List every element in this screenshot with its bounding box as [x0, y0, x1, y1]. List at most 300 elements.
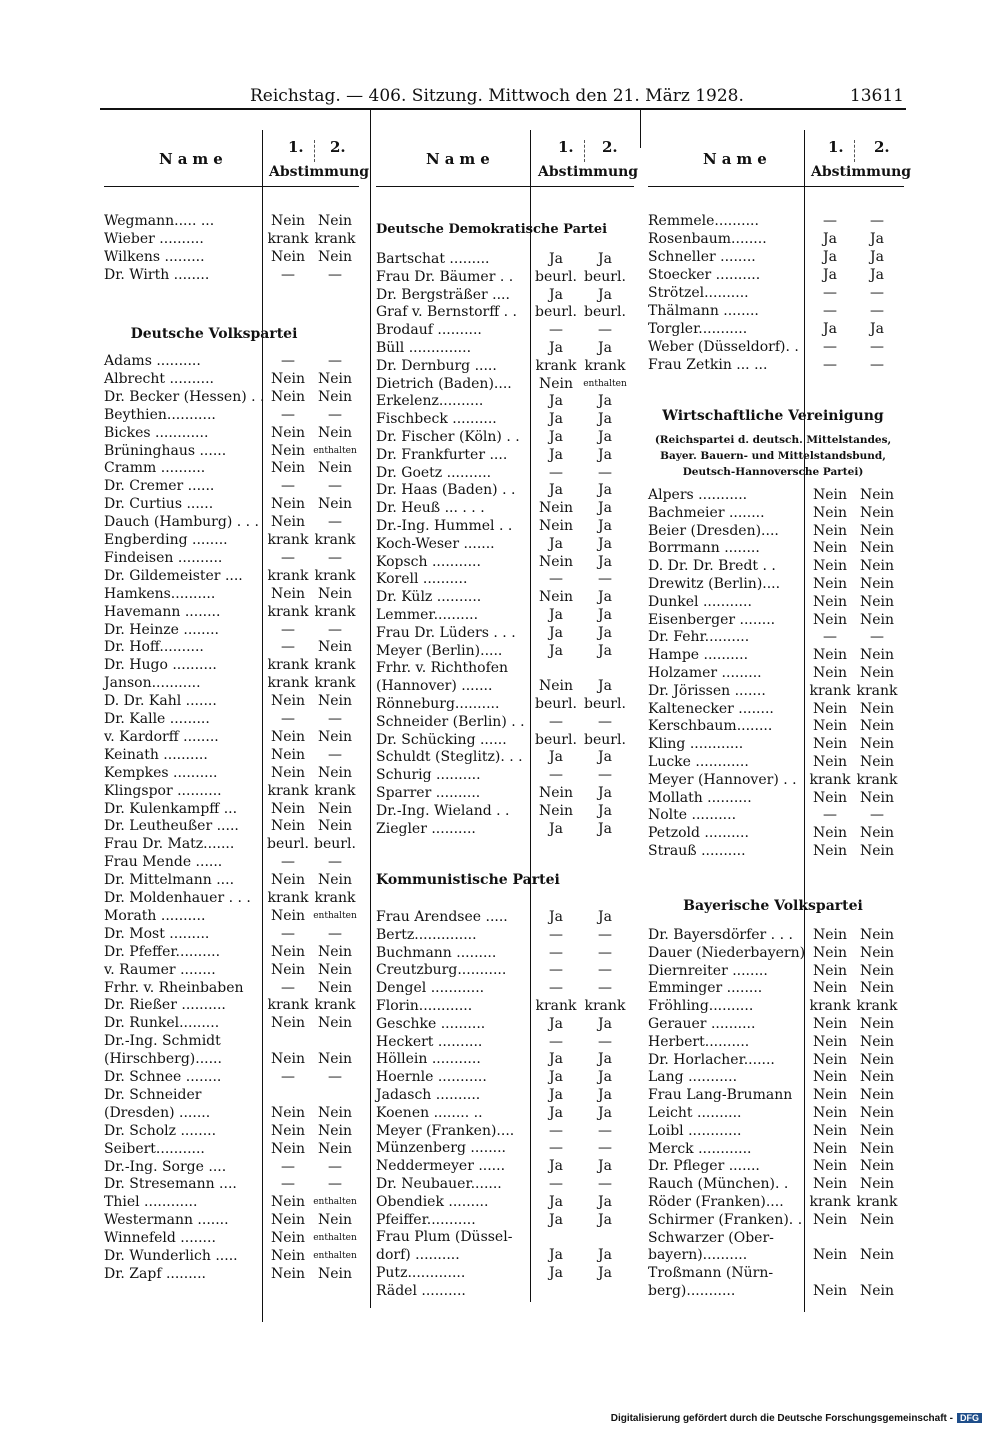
vote-1-value: — [823, 339, 837, 355]
vote-1-value: krank [809, 682, 851, 699]
vote-2-value: Nein [859, 593, 895, 610]
table-row [648, 1193, 904, 1211]
vote-2-value: — [598, 1176, 612, 1192]
vote-1-value: Nein [812, 789, 848, 806]
table-row [376, 1050, 634, 1068]
member-name: Alpers ........... [648, 487, 748, 503]
table-row [104, 1158, 359, 1176]
vote-1-value: Nein [812, 927, 848, 943]
vote-1-value: krank [267, 782, 309, 799]
vote-2-value: beurl. [584, 696, 626, 712]
vote-2-value: Nein [859, 700, 895, 717]
member-name: Wilkens ......... [104, 249, 205, 265]
table-row [104, 370, 359, 388]
vote-1-value: beurl. [535, 696, 577, 712]
vote-2-value: Nein [859, 1069, 895, 1086]
table-row [376, 1175, 634, 1193]
table-row [104, 656, 359, 674]
vote-2-value: Ja [598, 446, 612, 463]
member-name: Dr. Hoff.......... [104, 639, 204, 656]
vote-2-value: Nein [859, 1211, 895, 1228]
member-name: Creutzburg........... [376, 962, 507, 979]
member-name: Diernreiter ........ [648, 962, 768, 979]
vote-1-value: — [549, 962, 563, 979]
vote-2-value: — [870, 303, 884, 319]
vote-1-value: — [281, 979, 295, 996]
member-name: Dr. Scholz ........ [104, 1122, 217, 1139]
member-name: Dr.-Ing. Sorge .... [104, 1158, 227, 1175]
member-name: Dr. Leutheußer ..... [104, 818, 239, 835]
vote-1-value: Nein [270, 1194, 306, 1211]
vote-1-value: Nein [812, 980, 848, 997]
table-row [104, 567, 359, 585]
member-name: Meyer (Hannover) . . [648, 771, 797, 788]
member-name: Dengel ............ [376, 980, 485, 997]
table-row [648, 504, 904, 522]
vote-2-value: Nein [859, 1033, 895, 1050]
table-row [376, 624, 634, 642]
table-row [648, 717, 904, 735]
table-row [104, 1140, 359, 1158]
member-name: Kempkes .......... [104, 764, 218, 781]
table-row [648, 1157, 904, 1175]
vote-2-value: Ja [598, 518, 612, 534]
table-row [648, 1229, 904, 1247]
member-name: Heckert .......... [376, 1033, 483, 1050]
vote-2-value: Nein [859, 944, 895, 961]
table-row [376, 1033, 634, 1051]
table-row [648, 700, 904, 718]
vote-1-value: Nein [270, 370, 306, 387]
member-name: Rosenbaum........ [648, 231, 767, 247]
vote-2-value: enthalten [313, 1251, 357, 1261]
member-name: Schneller ........ [648, 249, 756, 265]
vote-2-value: Nein [859, 1105, 895, 1121]
vote-1-value: — [281, 639, 295, 656]
table-row [648, 593, 904, 611]
member-name: Frhr. v. Rheinbaben [104, 979, 244, 996]
table-row [376, 1246, 634, 1264]
member-name: Fröhling.......... [648, 998, 754, 1015]
vote-2-value: — [328, 514, 342, 531]
table-row [648, 926, 904, 944]
member-name: Dr. Becker (Hessen) . . [104, 388, 265, 405]
vote-1-value: Ja [549, 1015, 563, 1032]
vote-2-value: Nein [317, 693, 353, 710]
vote-1-value: Nein [270, 764, 306, 781]
member-name: Frau Dr. Matz....... [104, 836, 235, 853]
vote-2-header: 2. [602, 138, 618, 156]
header-divider [314, 140, 315, 162]
vote-1-value: Ja [549, 1247, 563, 1264]
vote-2-value: — [328, 549, 342, 566]
vote-2-value: Ja [598, 393, 612, 410]
vote-1-value: — [281, 1158, 295, 1175]
vote-2-value: krank [314, 675, 356, 692]
member-name: Florin............ [376, 998, 473, 1014]
table-row [376, 1228, 634, 1246]
vote-1-value: Nein [270, 514, 306, 531]
vote-1-value: Ja [823, 249, 837, 265]
vote-2-value: krank [314, 997, 356, 1014]
member-name: Klingspor .......... [104, 782, 222, 799]
vote-2-value: Ja [598, 1265, 612, 1281]
vote-2-value: Ja [598, 553, 612, 570]
member-name: Dr. Heuß ... . . . [376, 500, 485, 517]
vote-2-value: krank [314, 603, 356, 620]
member-name: Stoecker .......... [648, 267, 761, 283]
table-row [376, 766, 634, 784]
member-name: Frau Mende ...... [104, 854, 223, 871]
table-row [648, 646, 904, 664]
member-name: Kopsch ........... [376, 553, 481, 570]
table-row [104, 442, 359, 460]
vote-2-value: Nein [859, 1176, 895, 1193]
table-row [104, 603, 359, 621]
vote-1-value: — [281, 478, 295, 495]
member-name: Remmele.......... [648, 213, 759, 229]
vote-2-value: Ja [598, 802, 612, 819]
header-divider [854, 140, 855, 162]
member-name: Janson........... [104, 675, 201, 692]
vote-2-value: — [598, 464, 612, 481]
vote-2-value: Nein [317, 872, 353, 889]
table-row [376, 908, 634, 926]
table-row [648, 557, 904, 575]
vote-2-value: Nein [859, 1016, 895, 1032]
member-name: Frau Lang-Brumann [648, 1087, 793, 1104]
vote-2-header: 2. [874, 138, 890, 156]
vote-1-value: — [823, 629, 837, 646]
vote-1-value: Nein [270, 1015, 306, 1032]
vote-1-value: Ja [549, 1211, 563, 1228]
member-name: Schwarzer (Ober- [648, 1229, 774, 1246]
table-row [648, 539, 904, 557]
member-name: Engberding ........ [104, 532, 228, 548]
column-separator [370, 108, 371, 1308]
vote-2-value: — [328, 267, 342, 283]
vote-2-value: Nein [859, 843, 895, 859]
table-row [104, 961, 359, 979]
vote-2-value: — [598, 944, 612, 961]
vote-1-value: Ja [549, 340, 563, 356]
table-row [376, 1104, 634, 1122]
member-name: Dr. Goetz .......... [376, 464, 492, 481]
vote-2-value: — [328, 1069, 342, 1085]
vote-1-value: — [281, 711, 295, 727]
table-row [376, 1139, 634, 1157]
table-row [376, 428, 634, 446]
vote-1-value: — [549, 926, 563, 943]
vote-1-value: Nein [812, 611, 848, 628]
member-name: Dr. Mittelmann .... [104, 872, 235, 889]
vote-2-value: — [598, 322, 612, 339]
vote-2-value: — [328, 353, 342, 369]
vote-1-value: Nein [812, 825, 848, 842]
member-name: Holzamer ......... [648, 665, 762, 681]
vote-2-value: Nein [859, 1122, 895, 1139]
table-row [376, 1193, 634, 1211]
member-name: Findeisen .......... [104, 549, 223, 566]
vote-2-value: Nein [859, 1051, 895, 1068]
vote-2-value: Ja [598, 482, 612, 499]
member-name: Schuldt (Steglitz). . . [376, 749, 523, 766]
member-name: Büll .............. [376, 340, 472, 356]
vote-1-value: Nein [270, 388, 306, 405]
table-row [648, 486, 904, 504]
member-name: Lemmer.......... [376, 607, 479, 623]
member-name: Erkelenz.......... [376, 393, 484, 410]
vote-2-value: krank [314, 231, 356, 247]
member-name: Mollath .......... [648, 789, 752, 806]
vote-1-value: Nein [270, 746, 306, 763]
table-row [376, 1068, 634, 1086]
member-name: Rädel .......... [376, 1282, 466, 1299]
vote-1-value: beurl. [535, 731, 577, 748]
vote-2-value: krank [856, 682, 898, 699]
table-row [376, 499, 634, 517]
vote-1-value: krank [267, 890, 309, 906]
vote-2-value: — [598, 1033, 612, 1050]
vote-1-value: Nein [812, 1140, 848, 1157]
vote-1-value: Ja [549, 607, 563, 623]
vote-1-value: — [281, 353, 295, 369]
vote-1-value: Nein [270, 818, 306, 835]
vote-1-value: beurl. [535, 268, 577, 285]
table-row [104, 925, 359, 943]
table-row [104, 459, 359, 477]
table-row [104, 1086, 359, 1104]
vote-2-value: Nein [859, 504, 895, 521]
vote-2-value: — [328, 406, 342, 423]
table-row [104, 477, 359, 495]
vote-2-value: — [870, 213, 884, 229]
vote-1-value: Ja [823, 231, 837, 247]
table-row [648, 753, 904, 771]
vote-2-value: krank [584, 357, 626, 374]
vote-2-value: — [598, 1122, 612, 1139]
table-row [376, 410, 634, 428]
table-row [376, 820, 634, 838]
member-name: Winnefeld ........ [104, 1230, 216, 1247]
table-row [376, 357, 634, 375]
member-name: Dr. Rießer .......... [104, 997, 226, 1014]
table-row [648, 979, 904, 997]
member-name: Ziegler .......... [376, 820, 476, 837]
vote-2-value: enthalten [313, 1233, 357, 1244]
vote-2-value: Ja [598, 642, 612, 659]
table-row [376, 339, 634, 357]
member-name: dorf) .......... [376, 1247, 460, 1264]
member-name: Dr. Kulenkampff ... [104, 800, 238, 817]
vote-2-value: krank [314, 532, 356, 548]
table-row [104, 710, 359, 728]
table-row [104, 835, 359, 853]
table-row [376, 926, 634, 944]
member-name: Beier (Dresden).... [648, 522, 779, 539]
vote-2-value: Ja [598, 1158, 612, 1175]
vote-1-value: Ja [549, 642, 563, 659]
member-name: Beythien........... [104, 406, 216, 423]
vote-2-value: Nein [317, 370, 353, 387]
vote-2-value: — [598, 962, 612, 979]
table-row [376, 784, 634, 802]
vote-1-value: Ja [549, 251, 563, 267]
vote-1-value: Nein [538, 375, 574, 392]
vote-2-value: Nein [317, 818, 353, 835]
table-header [104, 130, 370, 187]
member-name: D. Dr. Kahl ....... [104, 693, 217, 710]
member-name: (Dresden) ....... [104, 1104, 211, 1121]
vote-1-value: — [281, 854, 295, 871]
vote-2-value: krank [584, 998, 626, 1014]
member-name: Dr. Kalle ......... [104, 711, 210, 727]
table-row [104, 1229, 359, 1247]
member-name: Thälmann ........ [648, 303, 759, 319]
member-name: Nolte .......... [648, 807, 737, 824]
table-row [376, 944, 634, 962]
table-row [376, 802, 634, 820]
member-name: Dr. Heinze ........ [104, 621, 219, 638]
vote-2-value: — [328, 711, 342, 727]
table-row [376, 748, 634, 766]
table-row [648, 1015, 904, 1033]
table-row [104, 638, 359, 656]
vote-2-value: Nein [859, 789, 895, 806]
table-row [376, 446, 634, 464]
table-row [104, 424, 359, 442]
vote-1-value: Nein [812, 576, 848, 592]
table-row [104, 1211, 359, 1229]
vote-2-value: — [598, 926, 612, 943]
member-name: Drewitz (Berlin).... [648, 576, 781, 592]
table-row [376, 961, 634, 979]
section-subtitle [648, 432, 898, 480]
vote-1-value: Ja [549, 411, 563, 428]
member-name: Seibert........... [104, 1140, 205, 1157]
table-row [648, 1264, 904, 1282]
member-name: Brüninghaus ...... [104, 442, 227, 459]
member-name: Kaltenecker ........ [648, 700, 774, 717]
vote-1-value: Ja [549, 1158, 563, 1175]
vote-1-value: Nein [812, 504, 848, 521]
member-name: (Hannover) ....... [376, 678, 493, 695]
table-row [376, 606, 634, 624]
member-name: Koenen ........ .. [376, 1104, 483, 1121]
vote-2-value: Ja [598, 1051, 612, 1068]
table-row [104, 1247, 359, 1265]
table-row [376, 250, 634, 268]
table-row [104, 1050, 359, 1068]
vote-1-value: Ja [549, 1087, 563, 1103]
table-row [376, 303, 634, 321]
vote-1-value: Nein [270, 872, 306, 889]
vote-2-value: Nein [317, 213, 353, 229]
member-name: Dauer (Niederbayern) [648, 944, 806, 961]
vote-2-value: Nein [317, 943, 353, 960]
table-row [648, 1104, 904, 1122]
member-name: v. Kardorff ........ [104, 728, 219, 745]
section-title: Kommunistische Partei [376, 872, 560, 888]
table-header [648, 130, 912, 187]
vote-2-value: Ja [598, 340, 612, 356]
table-row [104, 996, 359, 1014]
vote-1-value: krank [267, 567, 309, 584]
table-row [648, 1086, 904, 1104]
section-title: Wirtschaftliche Vereinigung [662, 408, 884, 424]
table-row [648, 997, 904, 1015]
vote-2-value: krank [856, 998, 898, 1015]
table-row [376, 1211, 634, 1229]
vote-2-value: Ja [598, 251, 612, 267]
vote-1-value: Nein [812, 593, 848, 610]
member-name: Frau Plum (Düssel- [376, 1229, 513, 1246]
vote-2-value: Nein [317, 1015, 353, 1032]
table-row [648, 628, 904, 646]
table-row [104, 692, 359, 710]
vote-1-value: Nein [270, 1122, 306, 1139]
vote-2-value: — [870, 357, 884, 373]
vote-1-value: Nein [812, 944, 848, 961]
vote-2-value: Ja [598, 1069, 612, 1086]
vote-1-value: Nein [270, 943, 306, 960]
table-row [648, 320, 904, 338]
member-name: Neddermeyer ...... [376, 1158, 506, 1175]
vote-1-value: Ja [549, 1193, 563, 1210]
table-row [376, 677, 634, 695]
section-title: Deutsche Demokratische Partei [376, 222, 608, 237]
vote-1-value: — [549, 571, 563, 588]
vote-1-value: krank [267, 997, 309, 1014]
vote-2-value: Ja [598, 1087, 612, 1103]
table-row [648, 338, 904, 356]
column-separator [640, 108, 641, 148]
member-name: Sparrer .......... [376, 785, 481, 801]
vote-1-value: Nein [270, 1265, 306, 1282]
vote-1-value: — [549, 980, 563, 997]
vote-1-value: Nein [812, 647, 848, 664]
vote-2-value: enthalten [313, 445, 357, 456]
table-row [376, 481, 634, 499]
table-row [376, 286, 634, 304]
vote-2-value: Ja [598, 286, 612, 303]
vote-1-value: Nein [270, 907, 306, 924]
vote-1-value: Nein [270, 1230, 306, 1247]
table-row [648, 789, 904, 807]
vote-2-value: Ja [598, 535, 612, 552]
vote-2-value: Nein [317, 1265, 353, 1282]
table-row [104, 1104, 359, 1122]
vote-2-value: Nein [859, 825, 895, 842]
vote-1-value: — [549, 1122, 563, 1139]
vote-1-value: — [549, 944, 563, 961]
vote-1-value: — [549, 1140, 563, 1157]
vote-2-value: Ja [598, 607, 612, 623]
table-row [376, 517, 634, 535]
member-name: Meyer (Berlin)..... [376, 642, 503, 659]
vote-1-value: — [549, 713, 563, 730]
vote-1-value: Nein [270, 961, 306, 978]
vote-1-value: Nein [812, 487, 848, 503]
vote-1-value: krank [267, 657, 309, 674]
vote-1-value: — [823, 303, 837, 319]
vote-2-value: Nein [859, 1247, 895, 1264]
table-row [648, 1033, 904, 1051]
vote-1-value: Ja [549, 393, 563, 410]
table-row [376, 321, 634, 339]
vote-1-value: — [281, 621, 295, 638]
vote-2-value: — [328, 478, 342, 495]
